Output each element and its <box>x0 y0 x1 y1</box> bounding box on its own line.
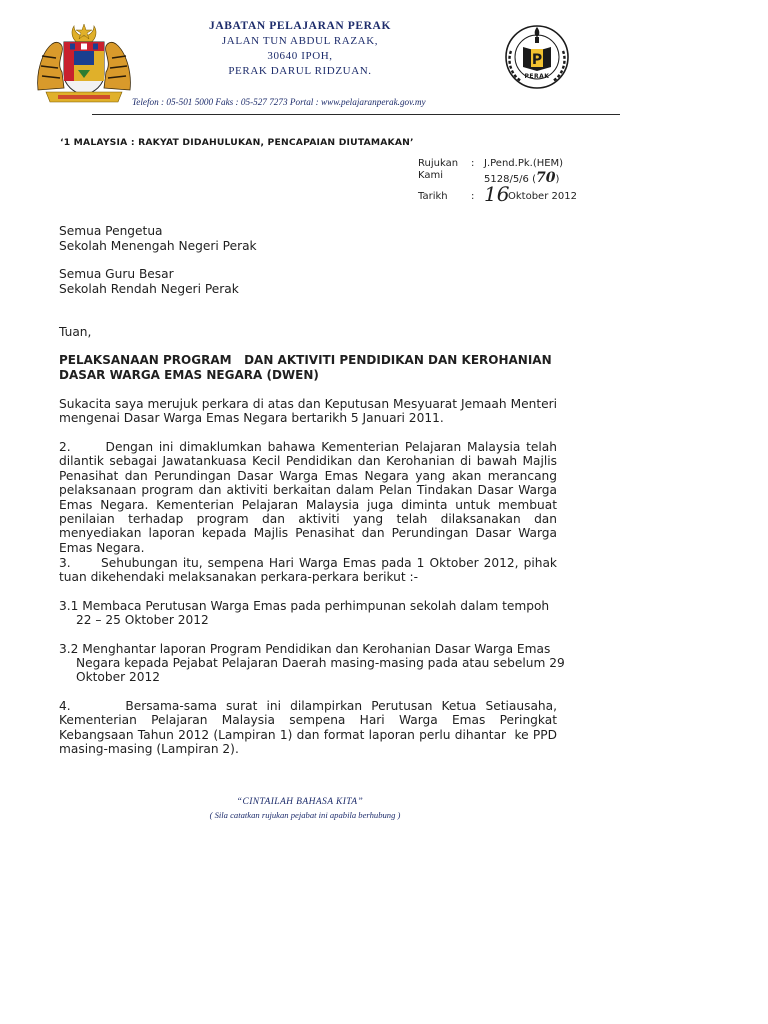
perak-logo-label: PERAK <box>524 73 550 80</box>
subject-line-1: PELAKSANAAN PROGRAM DAN AKTIVITI PENDIDIKAN DAN KEROHANIAN <box>59 353 552 367</box>
reference-block <box>418 158 618 210</box>
item-3-1-line-2: 22 – 25 Oktober 2012 <box>76 613 209 627</box>
date-month-year: Oktober 2012 <box>508 191 577 202</box>
address-line-3: PERAK DARUL RIDZUAN. <box>228 65 372 77</box>
recipient-line-2: Sekolah Menengah Negeri Perak <box>59 239 257 253</box>
address-line-1: JALAN TUN ABDUL RAZAK, <box>221 35 379 47</box>
contact-line: Telefon : 05-501 5000 Faks : 05-527 7273 Portal : www.pelajaranperak.gov.my <box>132 97 426 107</box>
reference-number: 5128/5/6 ( <box>484 174 536 185</box>
recipient-line-3: Semua Guru Besar <box>59 267 174 281</box>
item-3-2-line-1: 3.2 Menghantar laporan Program Pendidikan dan Kerohanian Dasar Warga Emas <box>59 642 551 656</box>
tarikh-colon: : <box>471 191 475 202</box>
rujukan-colon: : <box>471 158 475 169</box>
slogan: ‘1 MALAYSIA : RAKYAT DIDAHULUKAN, PENCAPAIAN DIUTAMAKAN’ <box>60 137 414 148</box>
item-3-2-line-3: Oktober 2012 <box>76 670 161 684</box>
department-name: JABATAN PELAJARAN PERAK <box>208 20 392 32</box>
date-handwritten-day: 16 <box>484 182 510 206</box>
kami-label: Kami <box>418 170 444 181</box>
subject-line-2: DASAR WARGA EMAS NEGARA (DWEN) <box>59 368 319 382</box>
reference-handwritten-number: 70 <box>536 170 556 186</box>
item-3-1-line-1: 3.1 Membaca Perutusan Warga Emas pada perhimpunan sekolah dalam tempoh <box>59 599 550 613</box>
reference-line-1: J.Pend.Pk.(HEM) <box>484 158 564 169</box>
svg-text:P: P <box>531 52 543 68</box>
rujukan-label: Rujukan <box>418 158 459 169</box>
footer-motto: “CINTAILAH BAHASA KITA” <box>236 797 364 807</box>
malaysia-coat-of-arms-logo <box>34 22 134 104</box>
paragraph-1: Sukacita saya merujuk perkara di atas dan Keputusan Mesyuarat Jemaah Menteri mengenai Dasar Warga Emas Negara bertarikh 5 Januari 2011. <box>59 397 557 426</box>
paragraph-3: 3. Sehubungan itu, sempena Hari Warga Emas pada 1 Oktober 2012, pihak tuan dikehendaki melaksanakan perkara-perkara berikut :- <box>59 556 561 585</box>
perak-education-logo <box>497 21 577 93</box>
item-3-2-line-2: Negara kepada Pejabat Pelajaran Daerah masing-masing pada atau sebelum 29 <box>76 656 565 670</box>
recipient-line-4: Sekolah Rendah Negeri Perak <box>59 282 239 296</box>
recipient-line-1: Semua Pengetua <box>59 224 163 238</box>
header-divider <box>92 114 620 115</box>
paragraph-2: 2. Dengan ini dimaklumkan bahawa Kementerian Pelajaran Malaysia telah dilantik sebagai Jawatankuasa Kecil Pendidikan dan Kerohanian di bawah Majlis Penasihat dan Perundingan Dasar Warga Emas Negara yang akan merancang pelaksanaan program dan aktiviti berkaitan dalam Pelan Tindakan Dasar Warga Emas Negara. Kementerian Pelajaran Malaysia juga diminta untuk membuat penilaian terhadap program dan aktiviti yang telah dilaksanakan dan menyediakan laporan kepada Majlis Penasihat dan Perundingan Dasar Warga Emas Negara. <box>59 440 561 555</box>
footer-note: ( Sila catatkan rujukan pejabat ini apabila berhubung ) <box>209 810 401 820</box>
salutation: Tuan, <box>59 325 92 339</box>
paragraph-4: 4. Bersama-sama surat ini dilampirkan Perutusan Ketua Setiausaha, Kementerian Pelajaran Malaysia sempena Hari Warga Emas Peringkat Kebangsaan Tahun 2012 (Lampiran 1) dan format laporan perlu dihantar ke PPD masing-masing (Lampiran 2). <box>59 699 561 757</box>
address-line-2: 30640 IPOH, <box>267 50 333 62</box>
reference-close-paren: ) <box>555 174 560 185</box>
tarikh-label: Tarikh <box>418 191 448 202</box>
